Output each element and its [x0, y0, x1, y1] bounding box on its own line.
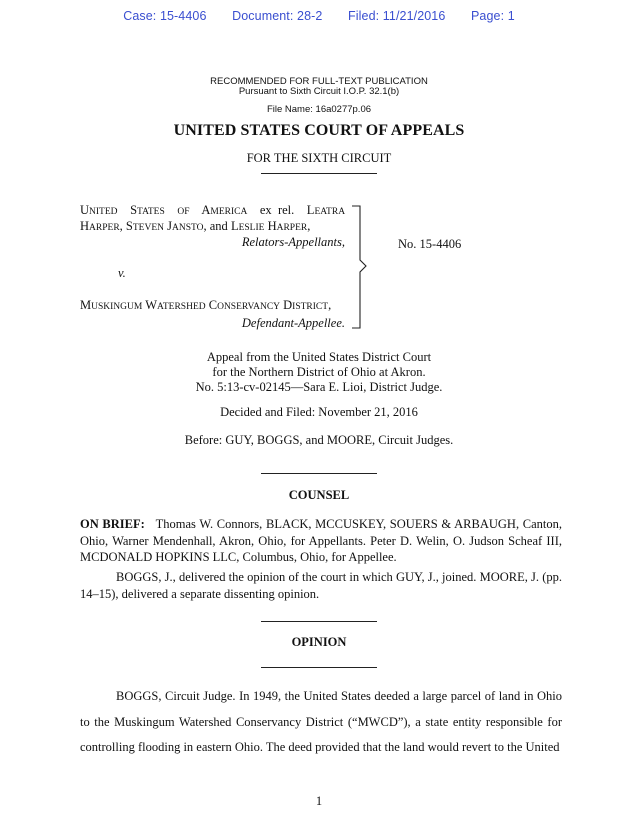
caption-plaintiff-line2: HARPER, STEVEN JANSTO, and LESLIE HARPER,	[80, 219, 311, 233]
opinion-paragraph: BOGGS, Circuit Judge. In 1949, the United States deeded a large parcel of land in Ohio to the Muskingum Watershed Conservancy District (“MWCD”), a state entity responsible for controlling flooding in eastern Ohio. The deed provided that the land would revert to the United	[80, 689, 562, 754]
counsel-heading: COUNSEL	[288, 488, 350, 502]
file-name: File Name: 16a0277p.06	[266, 104, 372, 115]
caption-defendant: MUSKINGUM WATERSHED CONSERVANCY DISTRICT,	[80, 298, 332, 312]
court-title: UNITED STATES COURT OF APPEALS	[173, 122, 465, 139]
publication-recommendation: RECOMMENDED FOR FULL-TEXT PUBLICATION	[210, 76, 428, 87]
stamp-page: Page: 1	[470, 9, 515, 23]
counsel-paragraph	[80, 516, 562, 566]
appeal-line1: Appeal from the United States District Court	[206, 350, 432, 364]
stamp-filed: Filed: 11/21/2016	[348, 9, 446, 23]
appeal-line2: for the Northern District of Ohio at Akron.	[212, 365, 426, 379]
panel-judges: Before: GUY, BOGGS, and MOORE, Circuit Judges.	[184, 433, 454, 447]
delivered-paragraph: BOGGS, J., delivered the opinion of the court in which GUY, J., joined. MOORE, J. (pp. 14–15), delivered a separate dissenting opinion.	[80, 570, 562, 601]
page-number: 1	[315, 794, 323, 808]
court-circuit: FOR THE SIXTH CIRCUIT	[246, 151, 392, 165]
publication-rule: Pursuant to Sixth Circuit I.O.P. 32.1(b)	[238, 86, 400, 97]
counsel-label: ON BRIEF:	[80, 517, 145, 531]
case-number: No. 15-4406	[398, 237, 462, 251]
caption-plaintiff-role: Relators-Appellants,	[241, 235, 345, 249]
divider	[261, 621, 377, 622]
appeal-line3: No. 5:13-cv-02145—Sara E. Lioi, District Judge.	[195, 380, 443, 394]
divider	[261, 473, 377, 474]
counsel-text: Thomas W. Connors, BLACK, MCCUSKEY, SOUERS & ARBAUGH, Canton, Ohio, Warner Mendenhall, Akron, Ohio, for Appellants. Peter D. Welin, O. Judson Scheaf III, MCDONALD HOPKINS LLC, Columbus, Ohio, for Appellee.	[80, 517, 562, 564]
decided-date: Decided and Filed: November 21, 2016	[220, 405, 418, 419]
caption-bracket	[352, 205, 382, 329]
caption-plaintiff-line1: UNITED STATES OF AMERICA ex rel. LEATRA	[80, 203, 346, 217]
stamp-document: Document: 28-2	[232, 9, 323, 23]
stamp-case: Case: 15-4406	[123, 9, 207, 23]
divider	[261, 173, 377, 174]
filing-stamp	[0, 9, 638, 23]
caption-versus: v.	[118, 266, 126, 280]
opinion-heading: OPINION	[291, 635, 347, 649]
divider	[261, 667, 377, 668]
caption-defendant-role: Defendant-Appellee.	[241, 316, 345, 330]
